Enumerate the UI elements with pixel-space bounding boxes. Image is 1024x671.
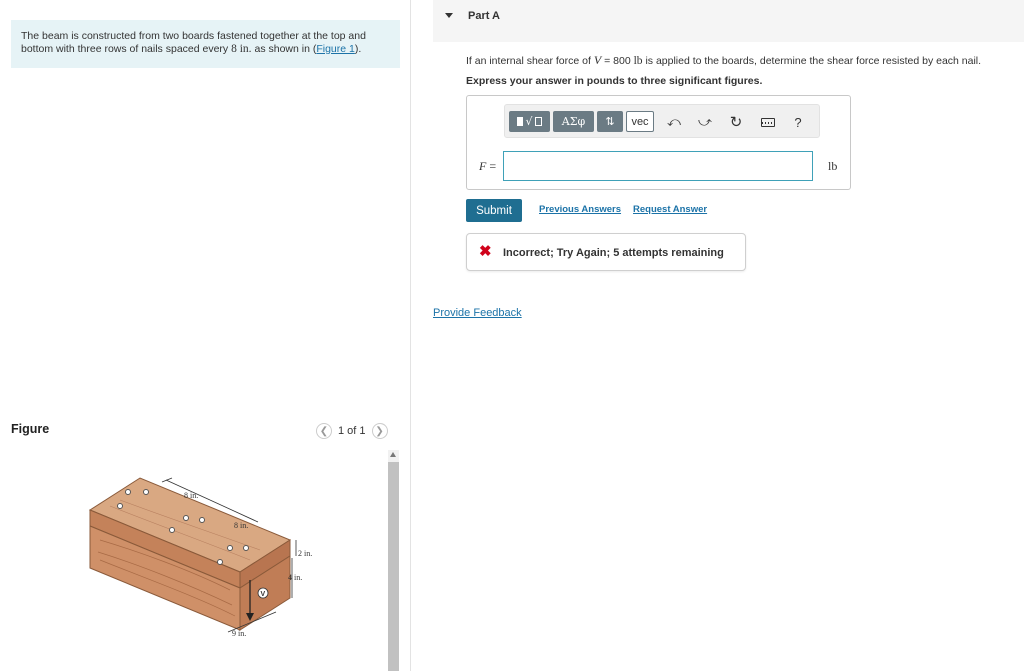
beam-figure [80, 470, 320, 655]
figure-pager [316, 422, 388, 440]
figure-title: Figure [11, 422, 50, 436]
answer-equals: = [486, 159, 497, 173]
chevron-right-icon: ❯ [375, 425, 384, 437]
problem-text-mid: as shown in ( [251, 43, 317, 55]
figure-page-count: 1 of 1 [338, 425, 366, 437]
request-answer-link[interactable]: Request Answer [633, 204, 708, 215]
problem-statement [11, 20, 400, 68]
vector-button[interactable]: vec [626, 111, 654, 132]
dim-spacing-2: 8 in. [234, 521, 249, 530]
scroll-thumb[interactable] [388, 462, 399, 671]
answer-input[interactable] [503, 151, 813, 181]
figure-link[interactable]: Figure 1 [316, 43, 355, 55]
greek-button[interactable]: ΑΣφ [553, 111, 594, 132]
dim-bottom: 9 in. [232, 629, 247, 638]
previous-answers-link[interactable]: Previous Answers [539, 204, 622, 215]
dim-top: 2 in. [298, 549, 313, 558]
feedback-message: Incorrect; Try Again; 5 attempts remaining [503, 247, 724, 259]
right-panel [411, 0, 1024, 671]
next-figure-button[interactable] [372, 423, 388, 439]
provide-feedback-link[interactable]: Provide Feedback [433, 307, 522, 319]
arrows-updown-icon: ⇅ [605, 116, 615, 128]
question-text [466, 53, 981, 68]
answer-box [466, 95, 851, 190]
answer-variable-label [479, 159, 496, 174]
figure-scrollbar[interactable] [388, 450, 399, 671]
problem-text-end: ). [354, 43, 362, 55]
instruction-text: Express your answer in pounds to three significant figures. [466, 75, 763, 87]
left-panel [0, 0, 410, 671]
nail-spacing-value: 8 in. [231, 43, 252, 55]
question-equals: = 800 [601, 55, 634, 67]
question-unit: lb [633, 55, 643, 67]
question-after: is applied to the boards, determine the shear force resisted by each nail. [642, 55, 982, 67]
caret-down-icon[interactable] [445, 13, 453, 18]
error-x-icon: ✖ [479, 243, 492, 260]
answer-unit: lb [828, 159, 838, 173]
feedback-message-box [466, 233, 746, 271]
templates-icon: √ [517, 115, 541, 128]
question-before: If an internal shear force of [466, 55, 594, 67]
prev-figure-button[interactable] [316, 423, 332, 439]
shear-label: V [260, 591, 266, 598]
keyboard-icon[interactable] [759, 113, 777, 131]
dim-side: 4 in. [288, 573, 303, 582]
help-icon[interactable]: ? [794, 114, 802, 130]
math-toolbar [504, 104, 820, 138]
subscript-button[interactable] [597, 111, 623, 132]
part-title: Part A [468, 10, 500, 22]
redo-icon[interactable]: ⤻ [698, 114, 712, 129]
dim-spacing-1: 8 in. [184, 491, 199, 500]
chevron-left-icon: ❮ [319, 425, 329, 437]
reset-icon[interactable]: ↻ [729, 114, 743, 131]
templates-button[interactable] [509, 111, 550, 132]
part-header[interactable] [433, 0, 1024, 42]
answer-variable: F [479, 159, 487, 173]
scroll-up-icon[interactable] [390, 452, 396, 457]
submit-button[interactable]: Submit [466, 199, 522, 222]
undo-icon[interactable]: ⤺ [667, 114, 681, 129]
problem-text: The beam is constructed from two boards fastened together at the top and bottom with three rows of nails spaced every [21, 30, 366, 55]
question-variable: V [593, 53, 602, 67]
